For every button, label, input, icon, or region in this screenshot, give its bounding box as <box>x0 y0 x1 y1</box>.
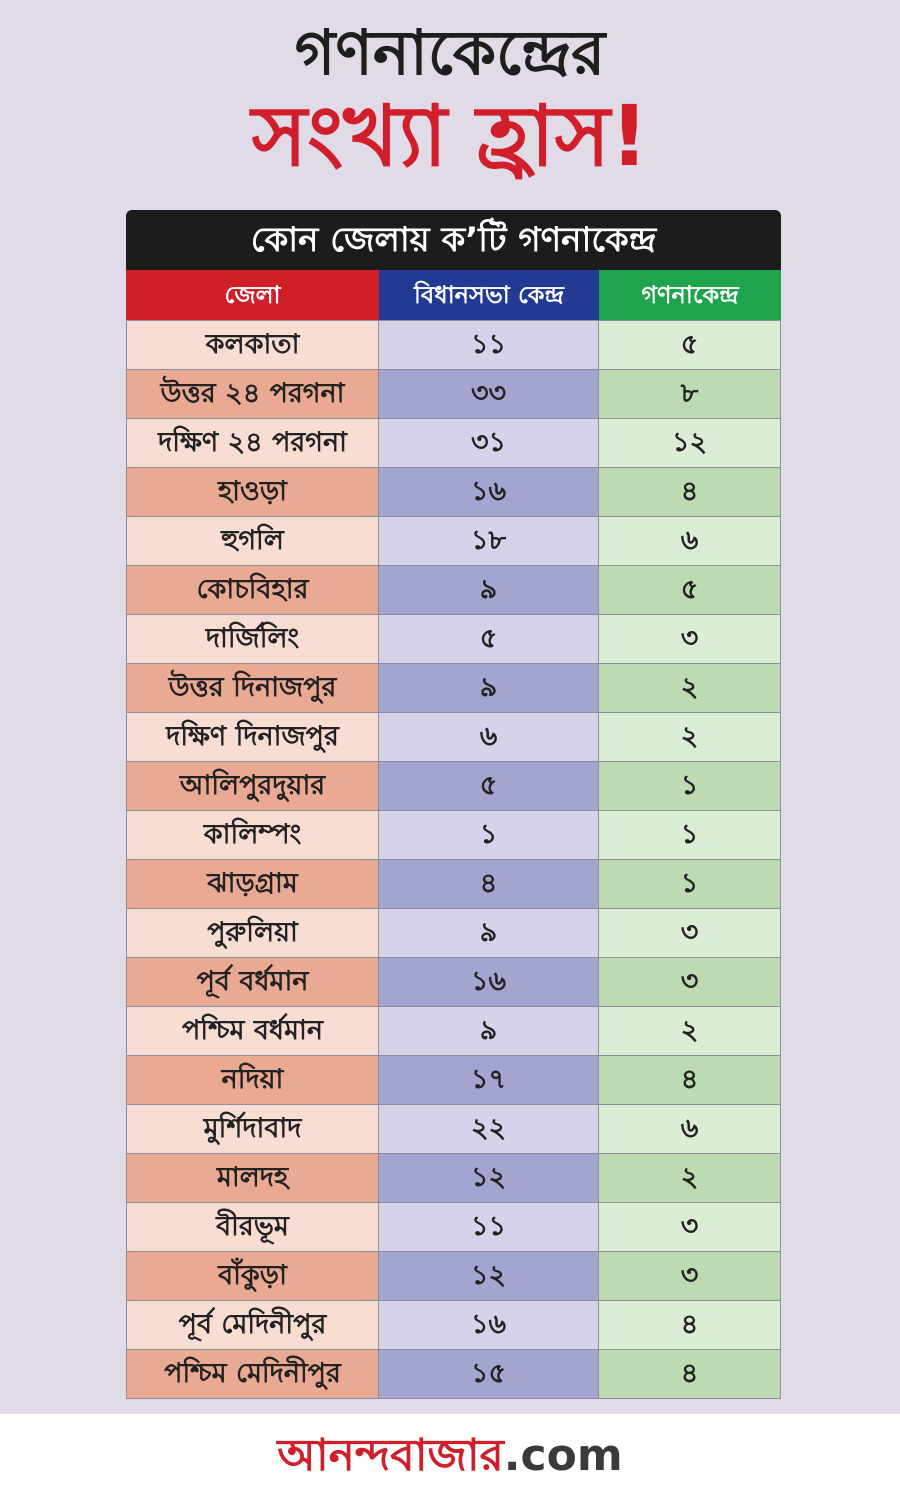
counting-centres-cell: ৪ <box>599 467 781 516</box>
district-name-cell: কোচবিহার <box>126 565 379 614</box>
district-name-cell: বীরভূম <box>126 1202 379 1251</box>
assembly-seats-cell: ১৬ <box>379 957 599 1006</box>
table-row <box>126 1300 781 1349</box>
counting-centres-cell: ৩ <box>599 908 781 957</box>
table-row <box>126 1153 781 1202</box>
assembly-seats-cell: ৫ <box>379 614 599 663</box>
table-row <box>126 467 781 516</box>
district-name-cell: হাওড়া <box>126 467 379 516</box>
table-row <box>126 565 781 614</box>
counting-centres-cell: ১ <box>599 761 781 810</box>
assembly-seats-cell: ১২ <box>379 1153 599 1202</box>
table-row <box>126 614 781 663</box>
assembly-seats-cell: ১৭ <box>379 1055 599 1104</box>
assembly-seats-cell: ১৬ <box>379 1300 599 1349</box>
counting-centres-cell: ৩ <box>599 1202 781 1251</box>
table-row <box>126 1055 781 1104</box>
counting-centres-cell: ১২ <box>599 418 781 467</box>
assembly-seats-cell: ৯ <box>379 565 599 614</box>
table-row <box>126 320 781 369</box>
counting-centres-cell: ২ <box>599 1153 781 1202</box>
district-name-cell: উত্তর ২৪ পরগনা <box>126 369 379 418</box>
table-row <box>126 1202 781 1251</box>
district-name-cell: বাঁকুড়া <box>126 1251 379 1300</box>
counting-centres-cell: ১ <box>599 859 781 908</box>
assembly-seats-cell: ৯ <box>379 663 599 712</box>
counting-centres-cell: ৫ <box>599 320 781 369</box>
assembly-seats-cell: ৯ <box>379 1006 599 1055</box>
table-row <box>126 516 781 565</box>
district-name-cell: পুরুলিয়া <box>126 908 379 957</box>
district-name-cell: মালদহ <box>126 1153 379 1202</box>
assembly-seats-cell: ২২ <box>379 1104 599 1153</box>
district-name-cell: পূর্ব বর্ধমান <box>126 957 379 1006</box>
assembly-seats-cell: ৩১ <box>379 418 599 467</box>
counting-centres-cell: ১ <box>599 810 781 859</box>
assembly-seats-cell: ১৮ <box>379 516 599 565</box>
counting-centres-cell: ৪ <box>599 1055 781 1104</box>
table-row <box>126 418 781 467</box>
district-name-cell: কালিম্পং <box>126 810 379 859</box>
table-row <box>126 1006 781 1055</box>
table-row <box>126 663 781 712</box>
counting-centres-cell: ৩ <box>599 957 781 1006</box>
logo-main-text: আনন্দবাজার <box>277 1430 504 1481</box>
district-name-cell: পূর্ব মেদিনীপুর <box>126 1300 379 1349</box>
table-body <box>126 320 781 1399</box>
headline-line-1: গণনাকেন্দ্রের <box>294 16 606 89</box>
district-name-cell: আলিপুরদুয়ার <box>126 761 379 810</box>
counting-centres-cell: ৬ <box>599 1104 781 1153</box>
table-row <box>126 1349 781 1398</box>
assembly-seats-cell: ৫ <box>379 761 599 810</box>
assembly-seats-cell: ৯ <box>379 908 599 957</box>
assembly-seats-cell: ১১ <box>379 1202 599 1251</box>
header-district: জেলা <box>126 270 379 320</box>
counting-centres-cell: ২ <box>599 712 781 761</box>
counting-centres-cell: ২ <box>599 663 781 712</box>
table-row <box>126 369 781 418</box>
brand-logo <box>277 1428 622 1484</box>
district-name-cell: দার্জিলিং <box>126 614 379 663</box>
table-row <box>126 957 781 1006</box>
district-name-cell: কলকাতা <box>126 320 379 369</box>
counting-centres-cell: ৪ <box>599 1349 781 1398</box>
districts-table <box>126 210 781 1399</box>
district-name-cell: ঝাড়গ্রাম <box>126 859 379 908</box>
assembly-seats-cell: ১৬ <box>379 467 599 516</box>
assembly-seats-cell: ৩৩ <box>379 369 599 418</box>
table-row <box>126 1104 781 1153</box>
assembly-seats-cell: ১১ <box>379 320 599 369</box>
counting-centres-cell: ৫ <box>599 565 781 614</box>
district-name-cell: পশ্চিম বর্ধমান <box>126 1006 379 1055</box>
district-name-cell: মুর্শিদাবাদ <box>126 1104 379 1153</box>
assembly-seats-cell: ১ <box>379 810 599 859</box>
table-row <box>126 908 781 957</box>
table-header-row <box>126 270 781 320</box>
district-name-cell: পশ্চিম মেদিনীপুর <box>126 1349 379 1398</box>
district-name-cell: দক্ষিণ ২৪ পরগনা <box>126 418 379 467</box>
header-assembly-seats: বিধানসভা কেন্দ্র <box>379 270 599 320</box>
table-row <box>126 712 781 761</box>
logo-domain-text: .com <box>503 1430 623 1481</box>
assembly-seats-cell: ১৫ <box>379 1349 599 1398</box>
table-title: কোন জেলায় ক’টি গণনাকেন্দ্র <box>126 210 781 270</box>
counting-centres-cell: ৮ <box>599 369 781 418</box>
table-row <box>126 810 781 859</box>
headline-line-2: সংখ্যা হ্রাস! <box>251 87 649 185</box>
footer <box>0 1414 900 1500</box>
district-name-cell: নদিয়া <box>126 1055 379 1104</box>
table-row <box>126 859 781 908</box>
table-row <box>126 761 781 810</box>
counting-centres-cell: ৩ <box>599 614 781 663</box>
header-counting-centres: গণনাকেন্দ্র <box>599 270 781 320</box>
counting-centres-cell: ৪ <box>599 1300 781 1349</box>
counting-centres-cell: ২ <box>599 1006 781 1055</box>
assembly-seats-cell: ৪ <box>379 859 599 908</box>
counting-centres-cell: ৬ <box>599 516 781 565</box>
district-name-cell: দক্ষিণ দিনাজপুর <box>126 712 379 761</box>
district-name-cell: উত্তর দিনাজপুর <box>126 663 379 712</box>
assembly-seats-cell: ৬ <box>379 712 599 761</box>
counting-centres-cell: ৩ <box>599 1251 781 1300</box>
assembly-seats-cell: ১২ <box>379 1251 599 1300</box>
district-name-cell: হুগলি <box>126 516 379 565</box>
table-row <box>126 1251 781 1300</box>
